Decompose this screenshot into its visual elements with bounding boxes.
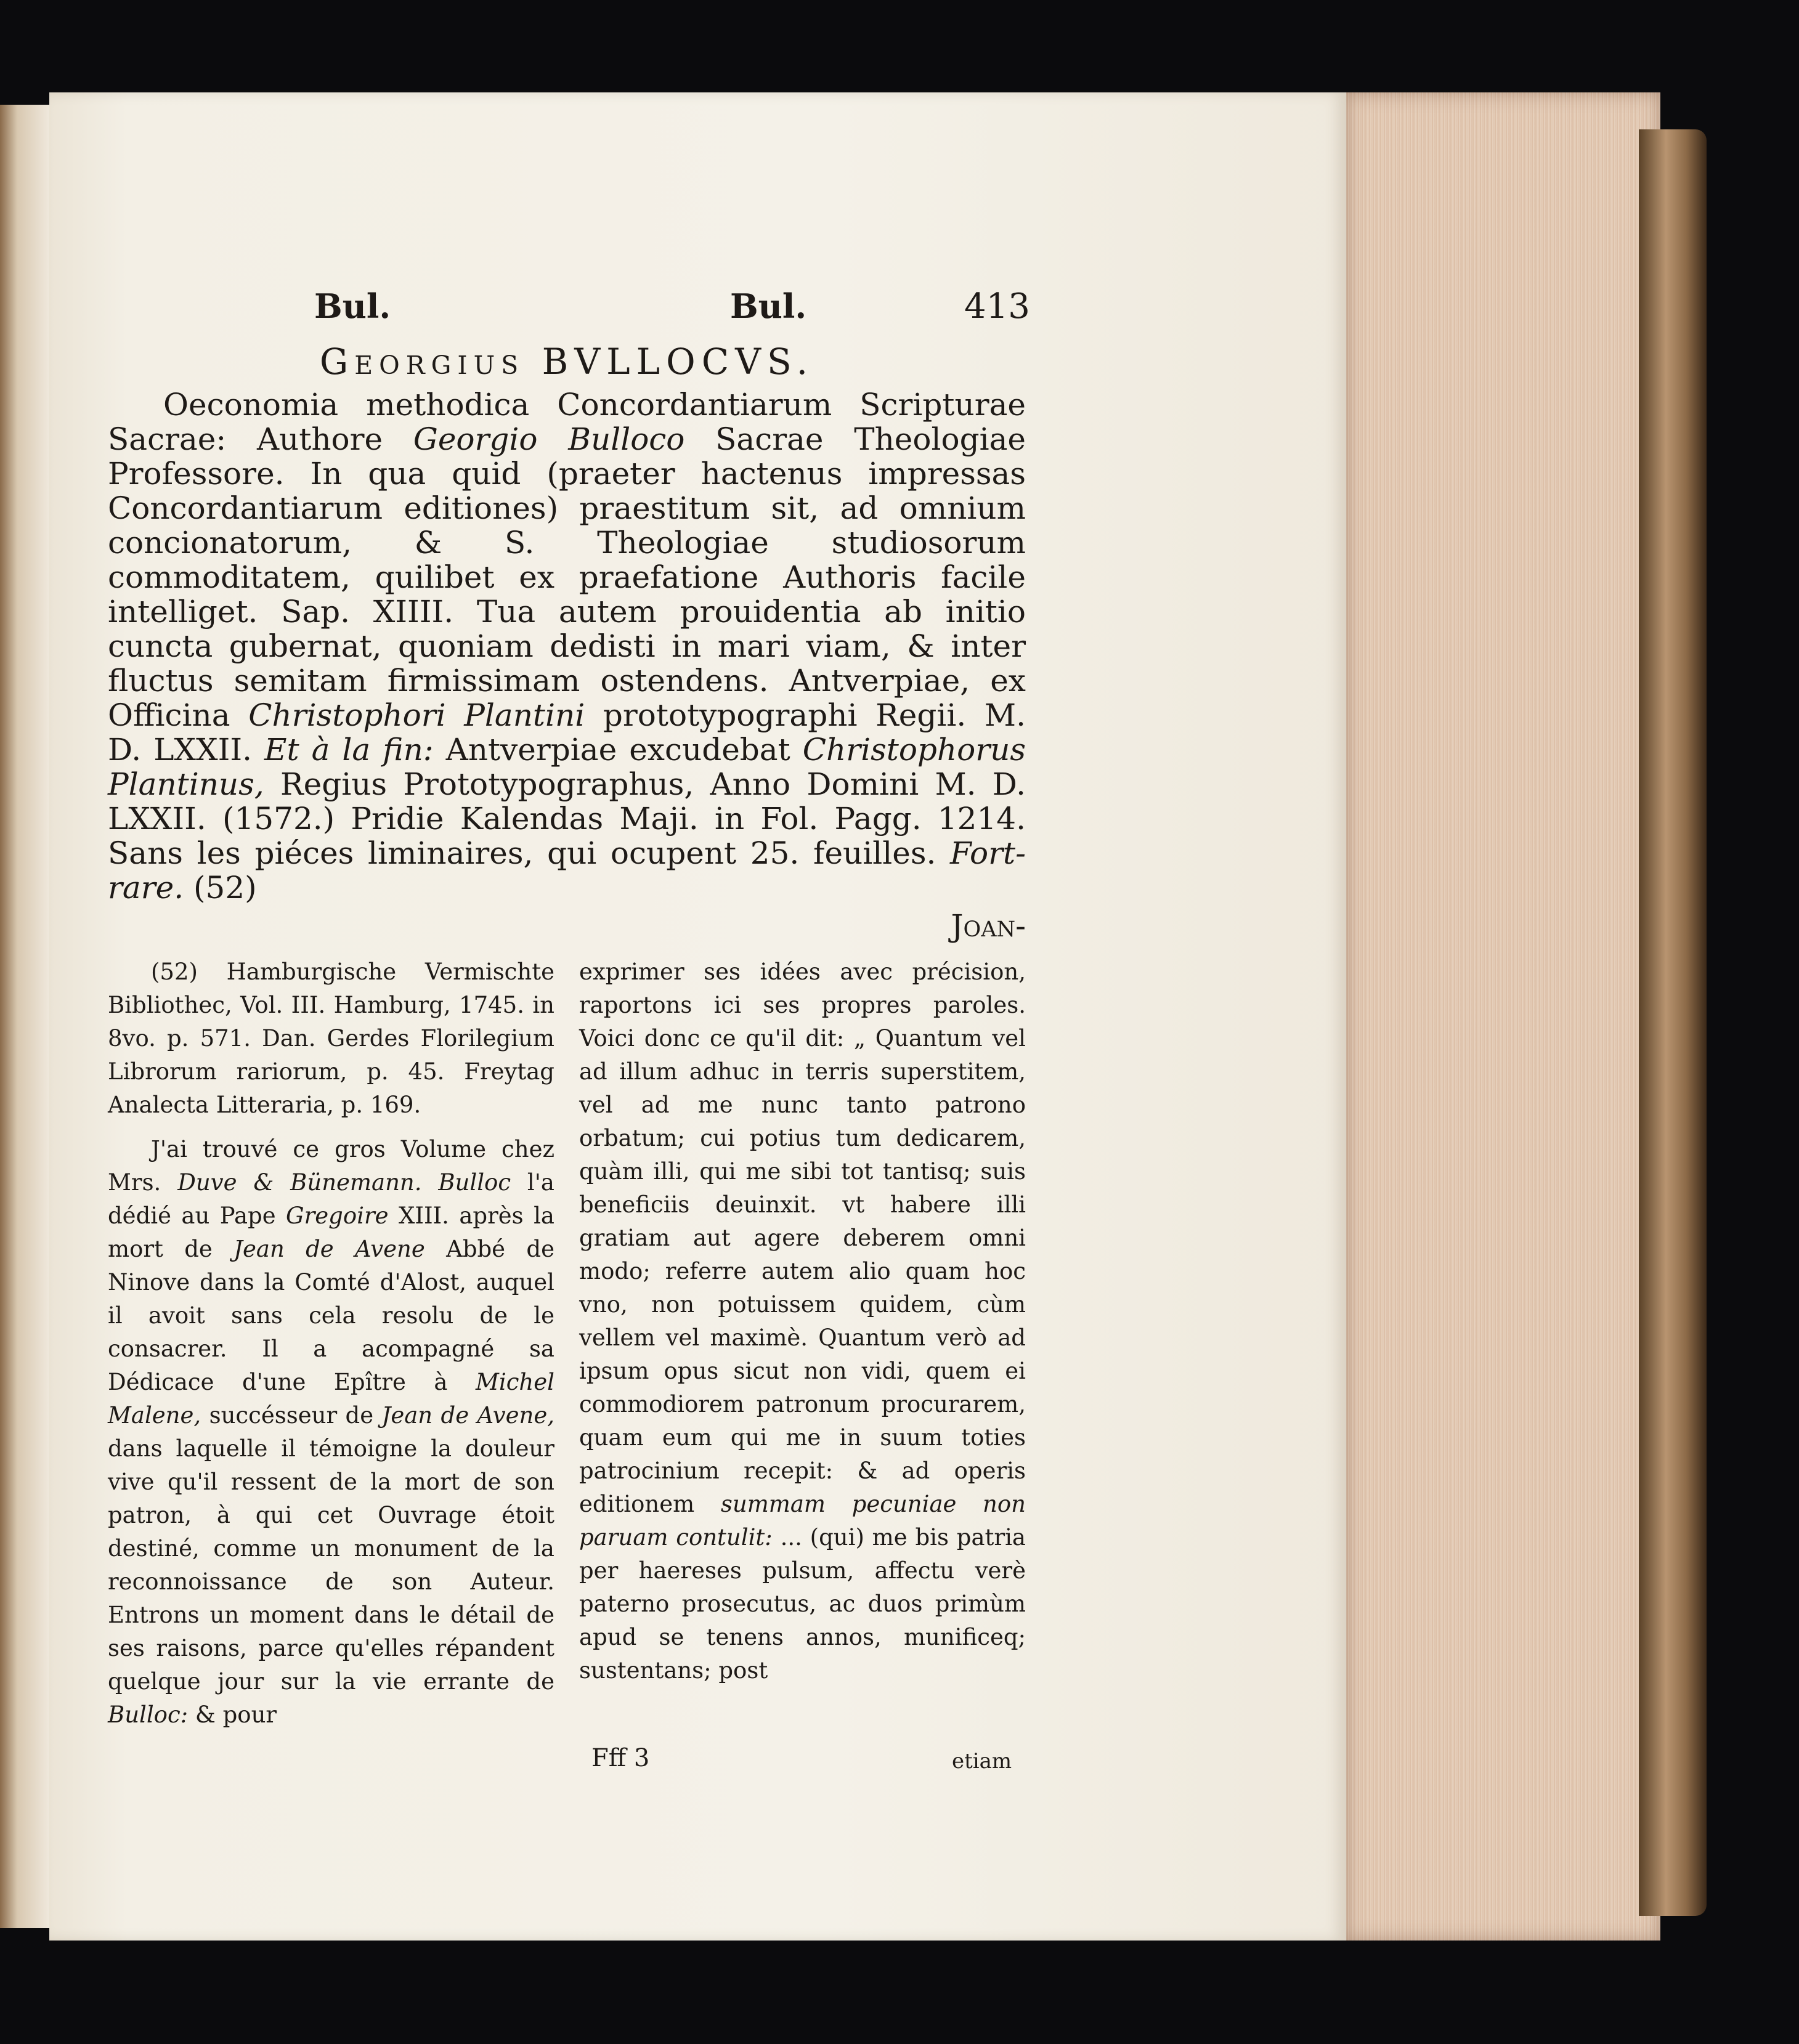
commentary-text: & pour — [195, 1701, 277, 1728]
commentary-text: Abbé de Ninove dans la Comté d'Alost, auquel il avoit sans cela resolu de le consacrer. Il a acompagné sa Dédicace d'une Epître à — [108, 1236, 554, 1395]
entry-title: Georgius BVLLOCVS. — [319, 341, 814, 383]
left-column — [108, 955, 554, 1743]
quotation-paragraph — [579, 955, 1026, 1687]
quotation-text: ... (qui) me bis patria per haereses pulsum, affectu verè paterno prosecutus, ac duos primùm apud se tenens annos, munificeq; sustentans; post — [579, 1524, 1026, 1684]
page-block-edges — [1346, 92, 1660, 1941]
commentary-text: dans laquelle il témoigne la douleur vive qu'il ressent de la mort de son patron, à qui cet Ouvrage étoit destiné, comme un monument de la reconnoissance de son Auteur. Entrons un moment dans le détail de ses raisons, parce qu'elles répandent quelque jour sur la vie errante de — [108, 1435, 554, 1695]
commentary-name: Bulloc — [438, 1169, 511, 1196]
catchword-footer: etiam — [952, 1749, 1012, 1774]
leather-cover — [1639, 129, 1707, 1916]
commentary-paragraph — [108, 1133, 554, 1732]
running-header — [108, 280, 1030, 330]
commentary-text: J'ai trouvé ce gros Volume chez Mrs. — [108, 1136, 554, 1196]
commentary-name: Jean de Avene — [234, 1236, 425, 1262]
commentary-name: Bulloc: — [108, 1701, 189, 1728]
entry-printer: Christophorus Plantinus, — [108, 732, 1026, 802]
facing-page-edge — [0, 105, 51, 1928]
entry-text: Antverpiae excudebat — [445, 732, 790, 768]
quotation-text: exprimer ses idées avec précision, raportons ici ses propres paroles. Voici donc ce qu'il dit: „ Quantum vel ad illum adhuc in terris superstitem, vel ad me nunc tanto patrono orbatum; cui potius tum dedicarem, quàm illi, qui me sibi tot tantisq; suis beneficiis deuinxit. vt habere illi gratiam aut agere deberem omni modo; referre autem alio quam hoc vno, non potuissem quidem, cùm vellem vel maximè. Quantum verò ad ipsum opus sicut non vidi, quem ei commodiorem patronum procurarem, quam eum qui me in suum toties patrocinium recepit: & ad operis editionem — [579, 959, 1026, 1517]
commentary-name: Michel Malene, — [108, 1369, 554, 1429]
commentary-text: l'a dédié au Pape — [108, 1169, 554, 1229]
entry-printer: Christophori Plantini — [248, 697, 585, 733]
footnote-ref: (52) — [193, 870, 257, 906]
quotation-emphasis: summam pecuniae non paruam contulit: — [579, 1491, 1026, 1551]
catchword-main: Joan- — [951, 908, 1026, 944]
page-text — [108, 280, 1030, 1781]
entry-text: prototypographi Regii. M. D. LXXII. — [108, 697, 1026, 768]
main-entry — [108, 387, 1026, 905]
entry-author: Georgio Bulloco — [413, 421, 685, 457]
entry-text: Oeconomia methodica Concordantiarum Scripturae Sacrae: Authore — [108, 387, 1026, 457]
commentary-text: succésseur de — [209, 1402, 374, 1429]
rarity-note: Fort-rare. — [108, 835, 1026, 906]
footnote: (52) Hamburgische Vermischte Bibliothec, Vol. III. Hamburg, 1745. in 8vo. p. 571. Dan. Gerdes Florilegium Librorum rariorum, p. 45. Freytag Analecta Litteraria, p. 169. — [108, 959, 554, 1118]
header-center: Bul. — [730, 286, 807, 326]
page-footer — [108, 1744, 1026, 1781]
page-number: 413 — [964, 286, 1030, 326]
signature-mark: Fff 3 — [591, 1744, 650, 1772]
commentary-name: Jean de Avene, — [381, 1402, 555, 1429]
entry-text: Sacrae Theologiae Professore. In qua quid (praeter hactenus impressas Concordantiarum editiones) praestitum sit, ad omnium concionatorum, & S. Theologiae studiosorum commoditatem, quilibet ex praefatione Authoris facile intelliget. Sap. XIIII. Tua autem prouidentia ab initio cuncta gubernat, quoniam dedisti in mari viam, & inter fluctus semitam firmissimam ostendens. Antverpiae, ex Officina — [108, 421, 1026, 733]
header-left: Bul. — [314, 286, 391, 326]
entry-colophon-label: Et à la fin: — [264, 732, 434, 768]
entry-text: Regius Prototypographus, Anno Domini M. D. LXXII. (1572.) Pridie Kalendas Maji. in Fol. Pagg. 1214. Sans les piéces liminaires, qui ocupent 25. feuilles. — [108, 766, 1026, 871]
two-column-text — [108, 955, 1026, 1743]
right-column — [579, 955, 1026, 1743]
commentary-name: Duve & Bünemann. — [177, 1169, 422, 1196]
commentary-name: Gregoire — [286, 1202, 389, 1229]
commentary-text: XIII. après la mort de — [108, 1202, 554, 1262]
